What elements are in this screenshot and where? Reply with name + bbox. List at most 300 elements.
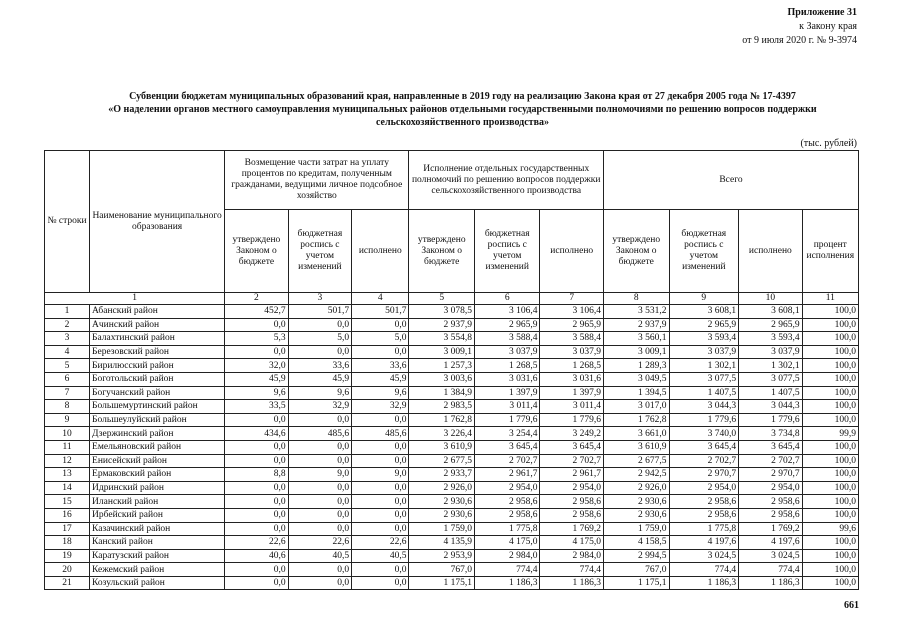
table-row	[45, 549, 859, 563]
cell-interest-executed: 501,7	[352, 305, 409, 319]
subheader-approved: утверждено Законом о бюджете	[409, 210, 475, 293]
cell-total-executed: 3 645,4	[739, 440, 802, 454]
cell-row-number: 15	[45, 495, 90, 509]
subheader-budget-schedule: бюджетная роспись с учетом изменений	[288, 210, 351, 293]
cell-powers-budget: 2 984,0	[474, 549, 540, 563]
cell-interest-executed: 9,6	[352, 386, 409, 400]
cell-percent-executed: 100,0	[802, 318, 858, 332]
cell-powers-approved: 3 226,4	[409, 427, 475, 441]
cell-row-number: 1	[45, 305, 90, 319]
table-row	[45, 400, 859, 414]
cell-total-approved: 1 394,5	[603, 386, 669, 400]
cell-total-approved: 3 049,5	[603, 372, 669, 386]
cell-interest-executed: 5,0	[352, 332, 409, 346]
cell-municipality-name: Ирбейский район	[90, 508, 225, 522]
cell-row-number: 18	[45, 536, 90, 550]
cell-total-approved: 3 009,1	[603, 345, 669, 359]
table-row	[45, 427, 859, 441]
cell-total-executed: 3 608,1	[739, 305, 802, 319]
cell-row-number: 7	[45, 386, 90, 400]
cell-powers-budget: 3 645,4	[474, 440, 540, 454]
cell-powers-executed: 2 961,7	[540, 468, 604, 482]
cell-powers-budget: 3 011,4	[474, 400, 540, 414]
cell-interest-approved: 32,0	[225, 359, 288, 373]
cell-percent-executed: 100,0	[802, 563, 858, 577]
cell-row-number: 6	[45, 372, 90, 386]
cell-total-executed: 3 024,5	[739, 549, 802, 563]
cell-percent-executed: 100,0	[802, 386, 858, 400]
cell-total-budget: 1 302,1	[669, 359, 739, 373]
cell-interest-executed: 0,0	[352, 576, 409, 590]
cell-total-budget: 2 965,9	[669, 318, 739, 332]
cell-municipality-name: Енисейский район	[90, 454, 225, 468]
table-row	[45, 386, 859, 400]
cell-powers-approved: 2 677,5	[409, 454, 475, 468]
cell-powers-approved: 2 926,0	[409, 481, 475, 495]
cell-total-approved: 2 926,0	[603, 481, 669, 495]
cell-total-approved: 3 560,1	[603, 332, 669, 346]
cell-percent-executed: 100,0	[802, 508, 858, 522]
cell-powers-budget: 2 958,6	[474, 495, 540, 509]
column-number: 9	[669, 293, 739, 305]
cell-percent-executed: 100,0	[802, 549, 858, 563]
table-row	[45, 468, 859, 482]
table-row	[45, 318, 859, 332]
cell-interest-approved: 434,6	[225, 427, 288, 441]
cell-total-executed: 1 302,1	[739, 359, 802, 373]
cell-interest-approved: 0,0	[225, 413, 288, 427]
cell-total-executed: 3 734,8	[739, 427, 802, 441]
cell-interest-budget: 9,6	[288, 386, 351, 400]
cell-percent-executed: 100,0	[802, 372, 858, 386]
cell-row-number: 19	[45, 549, 90, 563]
cell-municipality-name: Большеулуйский район	[90, 413, 225, 427]
cell-interest-budget: 0,0	[288, 318, 351, 332]
cell-municipality-name: Идринский район	[90, 481, 225, 495]
cell-interest-executed: 0,0	[352, 508, 409, 522]
cell-powers-approved: 1 759,0	[409, 522, 475, 536]
cell-percent-executed: 100,0	[802, 495, 858, 509]
cell-powers-executed: 1 397,9	[540, 386, 604, 400]
cell-row-number: 11	[45, 440, 90, 454]
table-row	[45, 372, 859, 386]
cell-interest-executed: 33,6	[352, 359, 409, 373]
cell-powers-executed: 2 958,6	[540, 495, 604, 509]
cell-interest-budget: 0,0	[288, 345, 351, 359]
cell-percent-executed: 100,0	[802, 576, 858, 590]
cell-total-approved: 1 759,0	[603, 522, 669, 536]
cell-powers-executed: 1 769,2	[540, 522, 604, 536]
cell-total-approved: 3 661,0	[603, 427, 669, 441]
cell-total-budget: 774,4	[669, 563, 739, 577]
cell-interest-approved: 0,0	[225, 454, 288, 468]
cell-powers-budget: 4 175,0	[474, 536, 540, 550]
cell-interest-executed: 485,6	[352, 427, 409, 441]
cell-percent-executed: 100,0	[802, 332, 858, 346]
subheader-budget-schedule: бюджетная роспись с учетом изменений	[474, 210, 540, 293]
cell-interest-approved: 0,0	[225, 508, 288, 522]
cell-interest-executed: 0,0	[352, 440, 409, 454]
cell-municipality-name: Боготольский район	[90, 372, 225, 386]
cell-total-approved: 3 610,9	[603, 440, 669, 454]
units-label: (тыс. рублей)	[800, 138, 857, 149]
cell-total-budget: 1 186,3	[669, 576, 739, 590]
cell-interest-executed: 40,5	[352, 549, 409, 563]
cell-powers-executed: 1 268,5	[540, 359, 604, 373]
cell-powers-approved: 3 009,1	[409, 345, 475, 359]
cell-interest-approved: 0,0	[225, 440, 288, 454]
cell-total-executed: 3 593,4	[739, 332, 802, 346]
cell-interest-approved: 0,0	[225, 318, 288, 332]
table-row	[45, 359, 859, 373]
cell-row-number: 13	[45, 468, 90, 482]
table-row	[45, 536, 859, 550]
cell-total-budget: 3 608,1	[669, 305, 739, 319]
cell-total-executed: 2 970,7	[739, 468, 802, 482]
cell-percent-executed: 100,0	[802, 400, 858, 414]
cell-powers-executed: 2 965,9	[540, 318, 604, 332]
cell-municipality-name: Козульский район	[90, 576, 225, 590]
cell-total-approved: 1 175,1	[603, 576, 669, 590]
cell-powers-executed: 2 958,6	[540, 508, 604, 522]
cell-interest-budget: 0,0	[288, 576, 351, 590]
cell-interest-executed: 0,0	[352, 563, 409, 577]
column-number-row	[45, 293, 859, 305]
column-number: 2	[225, 293, 288, 305]
cell-total-approved: 1 762,8	[603, 413, 669, 427]
column-number: 4	[352, 293, 409, 305]
col-header-row-number: № строки	[45, 151, 90, 293]
cell-powers-executed: 3 588,4	[540, 332, 604, 346]
cell-interest-executed: 0,0	[352, 454, 409, 468]
column-number: 7	[540, 293, 604, 305]
cell-municipality-name: Березовский район	[90, 345, 225, 359]
cell-powers-budget: 3 031,6	[474, 372, 540, 386]
cell-row-number: 5	[45, 359, 90, 373]
cell-interest-budget: 0,0	[288, 508, 351, 522]
cell-interest-executed: 0,0	[352, 495, 409, 509]
cell-interest-budget: 45,9	[288, 372, 351, 386]
cell-total-budget: 1 779,6	[669, 413, 739, 427]
cell-percent-executed: 100,0	[802, 536, 858, 550]
cell-interest-budget: 0,0	[288, 440, 351, 454]
cell-powers-budget: 1 186,3	[474, 576, 540, 590]
cell-municipality-name: Ермаковский район	[90, 468, 225, 482]
cell-interest-budget: 485,6	[288, 427, 351, 441]
cell-powers-executed: 774,4	[540, 563, 604, 577]
cell-total-approved: 2 930,6	[603, 495, 669, 509]
subheader-executed: исполнено	[540, 210, 604, 293]
cell-total-executed: 3 044,3	[739, 400, 802, 414]
column-number: 11	[802, 293, 858, 305]
cell-total-executed: 4 197,6	[739, 536, 802, 550]
column-number: 8	[603, 293, 669, 305]
cell-interest-budget: 22,6	[288, 536, 351, 550]
cell-powers-approved: 3 554,8	[409, 332, 475, 346]
cell-interest-approved: 33,5	[225, 400, 288, 414]
subsidies-table	[44, 150, 859, 590]
cell-interest-approved: 0,0	[225, 495, 288, 509]
cell-municipality-name: Иланский район	[90, 495, 225, 509]
cell-interest-executed: 22,6	[352, 536, 409, 550]
cell-powers-budget: 1 775,8	[474, 522, 540, 536]
cell-total-executed: 2 954,0	[739, 481, 802, 495]
subheader-approved: утверждено Законом о бюджете	[603, 210, 669, 293]
group-header-total: Всего	[603, 151, 858, 210]
cell-powers-executed: 3 249,2	[540, 427, 604, 441]
column-number-span: 1	[45, 293, 225, 305]
cell-interest-budget: 40,5	[288, 549, 351, 563]
cell-municipality-name: Дзержинский район	[90, 427, 225, 441]
cell-row-number: 14	[45, 481, 90, 495]
group-header-interest-compensation: Возмещение части затрат на уплату процентов по кредитам, полученным гражданами, ведущими личное подсобное хозяйство	[225, 151, 409, 210]
column-number: 5	[409, 293, 475, 305]
cell-interest-budget: 0,0	[288, 413, 351, 427]
table-row	[45, 332, 859, 346]
cell-total-budget: 2 958,6	[669, 495, 739, 509]
cell-municipality-name: Абанский район	[90, 305, 225, 319]
cell-total-approved: 4 158,5	[603, 536, 669, 550]
cell-powers-approved: 3 610,9	[409, 440, 475, 454]
subheader-executed: исполнено	[739, 210, 802, 293]
date-reference: от 9 июля 2020 г. № 9-3974	[742, 35, 857, 46]
cell-powers-budget: 2 961,7	[474, 468, 540, 482]
cell-percent-executed: 99,9	[802, 427, 858, 441]
cell-powers-executed: 2 702,7	[540, 454, 604, 468]
cell-powers-budget: 1 397,9	[474, 386, 540, 400]
law-reference: к Закону края	[799, 21, 857, 32]
cell-powers-approved: 1 384,9	[409, 386, 475, 400]
cell-total-approved: 2 942,5	[603, 468, 669, 482]
cell-row-number: 9	[45, 413, 90, 427]
cell-powers-executed: 3 031,6	[540, 372, 604, 386]
cell-powers-approved: 2 933,7	[409, 468, 475, 482]
table-row	[45, 576, 859, 590]
appendix-header	[742, 6, 857, 48]
cell-row-number: 12	[45, 454, 90, 468]
cell-powers-approved: 2 930,6	[409, 495, 475, 509]
cell-powers-approved: 2 983,5	[409, 400, 475, 414]
table-body	[45, 305, 859, 590]
cell-total-executed: 1 779,6	[739, 413, 802, 427]
cell-total-budget: 2 954,0	[669, 481, 739, 495]
cell-interest-executed: 0,0	[352, 481, 409, 495]
cell-powers-approved: 1 175,1	[409, 576, 475, 590]
cell-powers-budget: 1 779,6	[474, 413, 540, 427]
cell-row-number: 10	[45, 427, 90, 441]
cell-powers-budget: 2 958,6	[474, 508, 540, 522]
cell-interest-approved: 0,0	[225, 563, 288, 577]
cell-total-executed: 774,4	[739, 563, 802, 577]
cell-row-number: 20	[45, 563, 90, 577]
cell-total-approved: 2 937,9	[603, 318, 669, 332]
cell-total-budget: 2 958,6	[669, 508, 739, 522]
cell-total-executed: 2 965,9	[739, 318, 802, 332]
cell-total-executed: 1 407,5	[739, 386, 802, 400]
cell-total-budget: 3 593,4	[669, 332, 739, 346]
cell-interest-approved: 5,3	[225, 332, 288, 346]
cell-interest-approved: 22,6	[225, 536, 288, 550]
cell-powers-budget: 2 702,7	[474, 454, 540, 468]
cell-municipality-name: Каратузский район	[90, 549, 225, 563]
cell-total-executed: 2 958,6	[739, 508, 802, 522]
cell-interest-approved: 0,0	[225, 345, 288, 359]
cell-interest-budget: 0,0	[288, 495, 351, 509]
cell-percent-executed: 100,0	[802, 413, 858, 427]
cell-total-approved: 2 994,5	[603, 549, 669, 563]
cell-total-executed: 3 077,5	[739, 372, 802, 386]
cell-interest-budget: 0,0	[288, 481, 351, 495]
cell-percent-executed: 100,0	[802, 468, 858, 482]
appendix-title: Приложение 31	[787, 7, 857, 18]
cell-total-approved: 767,0	[603, 563, 669, 577]
table-row	[45, 522, 859, 536]
cell-row-number: 16	[45, 508, 90, 522]
cell-powers-budget: 2 965,9	[474, 318, 540, 332]
cell-percent-executed: 99,6	[802, 522, 858, 536]
subheader-executed: исполнено	[352, 210, 409, 293]
cell-total-budget: 3 037,9	[669, 345, 739, 359]
cell-powers-executed: 4 175,0	[540, 536, 604, 550]
page-number: 661	[844, 600, 859, 611]
cell-row-number: 8	[45, 400, 90, 414]
cell-total-budget: 2 702,7	[669, 454, 739, 468]
cell-total-budget: 3 044,3	[669, 400, 739, 414]
cell-powers-budget: 774,4	[474, 563, 540, 577]
cell-interest-budget: 33,6	[288, 359, 351, 373]
cell-interest-budget: 0,0	[288, 454, 351, 468]
cell-row-number: 3	[45, 332, 90, 346]
column-number: 6	[474, 293, 540, 305]
subheader-approved: утверждено Законом о бюджете	[225, 210, 288, 293]
table-row	[45, 345, 859, 359]
cell-total-budget: 2 970,7	[669, 468, 739, 482]
cell-municipality-name: Емельяновский район	[90, 440, 225, 454]
cell-interest-budget: 501,7	[288, 305, 351, 319]
cell-powers-budget: 3 037,9	[474, 345, 540, 359]
cell-total-executed: 3 037,9	[739, 345, 802, 359]
cell-municipality-name: Канский район	[90, 536, 225, 550]
cell-interest-approved: 0,0	[225, 481, 288, 495]
cell-interest-budget: 32,9	[288, 400, 351, 414]
cell-powers-executed: 3 645,4	[540, 440, 604, 454]
cell-total-budget: 3 024,5	[669, 549, 739, 563]
table-row	[45, 495, 859, 509]
cell-interest-approved: 9,6	[225, 386, 288, 400]
cell-total-approved: 2 930,6	[603, 508, 669, 522]
cell-municipality-name: Балахтинский район	[90, 332, 225, 346]
cell-interest-executed: 45,9	[352, 372, 409, 386]
cell-interest-approved: 452,7	[225, 305, 288, 319]
cell-powers-approved: 2 937,9	[409, 318, 475, 332]
cell-powers-executed: 2 984,0	[540, 549, 604, 563]
cell-powers-executed: 1 186,3	[540, 576, 604, 590]
cell-powers-executed: 3 037,9	[540, 345, 604, 359]
cell-interest-budget: 9,0	[288, 468, 351, 482]
cell-powers-approved: 3 003,6	[409, 372, 475, 386]
cell-interest-approved: 40,6	[225, 549, 288, 563]
cell-total-budget: 1 775,8	[669, 522, 739, 536]
cell-powers-budget: 1 268,5	[474, 359, 540, 373]
column-number: 3	[288, 293, 351, 305]
cell-interest-approved: 45,9	[225, 372, 288, 386]
cell-powers-executed: 3 011,4	[540, 400, 604, 414]
cell-total-approved: 3 531,2	[603, 305, 669, 319]
cell-powers-approved: 4 135,9	[409, 536, 475, 550]
cell-powers-budget: 3 254,4	[474, 427, 540, 441]
table-row	[45, 440, 859, 454]
cell-powers-budget: 2 954,0	[474, 481, 540, 495]
cell-percent-executed: 100,0	[802, 440, 858, 454]
title-line-2: «О наделении органов местного самоуправления муниципальных районов отдельными государственными полномочиями по решению вопросов поддержки	[108, 104, 817, 115]
cell-municipality-name: Казачинский район	[90, 522, 225, 536]
cell-interest-executed: 0,0	[352, 345, 409, 359]
cell-interest-executed: 9,0	[352, 468, 409, 482]
cell-total-executed: 1 186,3	[739, 576, 802, 590]
title-line-3: сельскохозяйственного производства»	[376, 117, 549, 128]
cell-interest-approved: 8,8	[225, 468, 288, 482]
cell-total-executed: 1 769,2	[739, 522, 802, 536]
cell-total-budget: 4 197,6	[669, 536, 739, 550]
table-row	[45, 305, 859, 319]
cell-row-number: 17	[45, 522, 90, 536]
cell-municipality-name: Богучанский район	[90, 386, 225, 400]
table-row	[45, 454, 859, 468]
col-header-municipality: Наименование муниципального образования	[90, 151, 225, 293]
cell-interest-executed: 0,0	[352, 318, 409, 332]
cell-row-number: 4	[45, 345, 90, 359]
cell-powers-approved: 1 257,3	[409, 359, 475, 373]
cell-total-budget: 1 407,5	[669, 386, 739, 400]
table-row	[45, 508, 859, 522]
cell-interest-executed: 0,0	[352, 413, 409, 427]
cell-row-number: 2	[45, 318, 90, 332]
cell-total-budget: 3 740,0	[669, 427, 739, 441]
cell-powers-executed: 2 954,0	[540, 481, 604, 495]
cell-total-budget: 3 645,4	[669, 440, 739, 454]
cell-powers-budget: 3 106,4	[474, 305, 540, 319]
group-header-state-powers: Исполнение отдельных государственных полномочий по решению вопросов поддержки сельскохозяйственного производства	[409, 151, 604, 210]
cell-municipality-name: Большемуртинский район	[90, 400, 225, 414]
cell-municipality-name: Ачинский район	[90, 318, 225, 332]
title-line-1: Субвенции бюджетам муниципальных образований края, направленные в 2019 году на реализацию Закона края от 27 декабря 2005 года № 17-4397	[129, 91, 796, 102]
cell-interest-approved: 0,0	[225, 522, 288, 536]
cell-total-budget: 3 077,5	[669, 372, 739, 386]
cell-interest-budget: 0,0	[288, 522, 351, 536]
cell-powers-executed: 1 779,6	[540, 413, 604, 427]
cell-interest-budget: 0,0	[288, 563, 351, 577]
cell-total-executed: 2 958,6	[739, 495, 802, 509]
cell-interest-executed: 32,9	[352, 400, 409, 414]
cell-percent-executed: 100,0	[802, 481, 858, 495]
cell-powers-approved: 2 930,6	[409, 508, 475, 522]
cell-powers-approved: 3 078,5	[409, 305, 475, 319]
cell-percent-executed: 100,0	[802, 359, 858, 373]
cell-total-approved: 2 677,5	[603, 454, 669, 468]
table-row	[45, 563, 859, 577]
cell-interest-approved: 0,0	[225, 576, 288, 590]
subheader-budget-schedule: бюджетная роспись с учетом изменений	[669, 210, 739, 293]
table-row	[45, 413, 859, 427]
table-row	[45, 481, 859, 495]
cell-powers-budget: 3 588,4	[474, 332, 540, 346]
document-title	[40, 90, 885, 129]
cell-percent-executed: 100,0	[802, 305, 858, 319]
cell-powers-approved: 1 762,8	[409, 413, 475, 427]
cell-municipality-name: Кежемский район	[90, 563, 225, 577]
cell-percent-executed: 100,0	[802, 454, 858, 468]
cell-powers-approved: 767,0	[409, 563, 475, 577]
